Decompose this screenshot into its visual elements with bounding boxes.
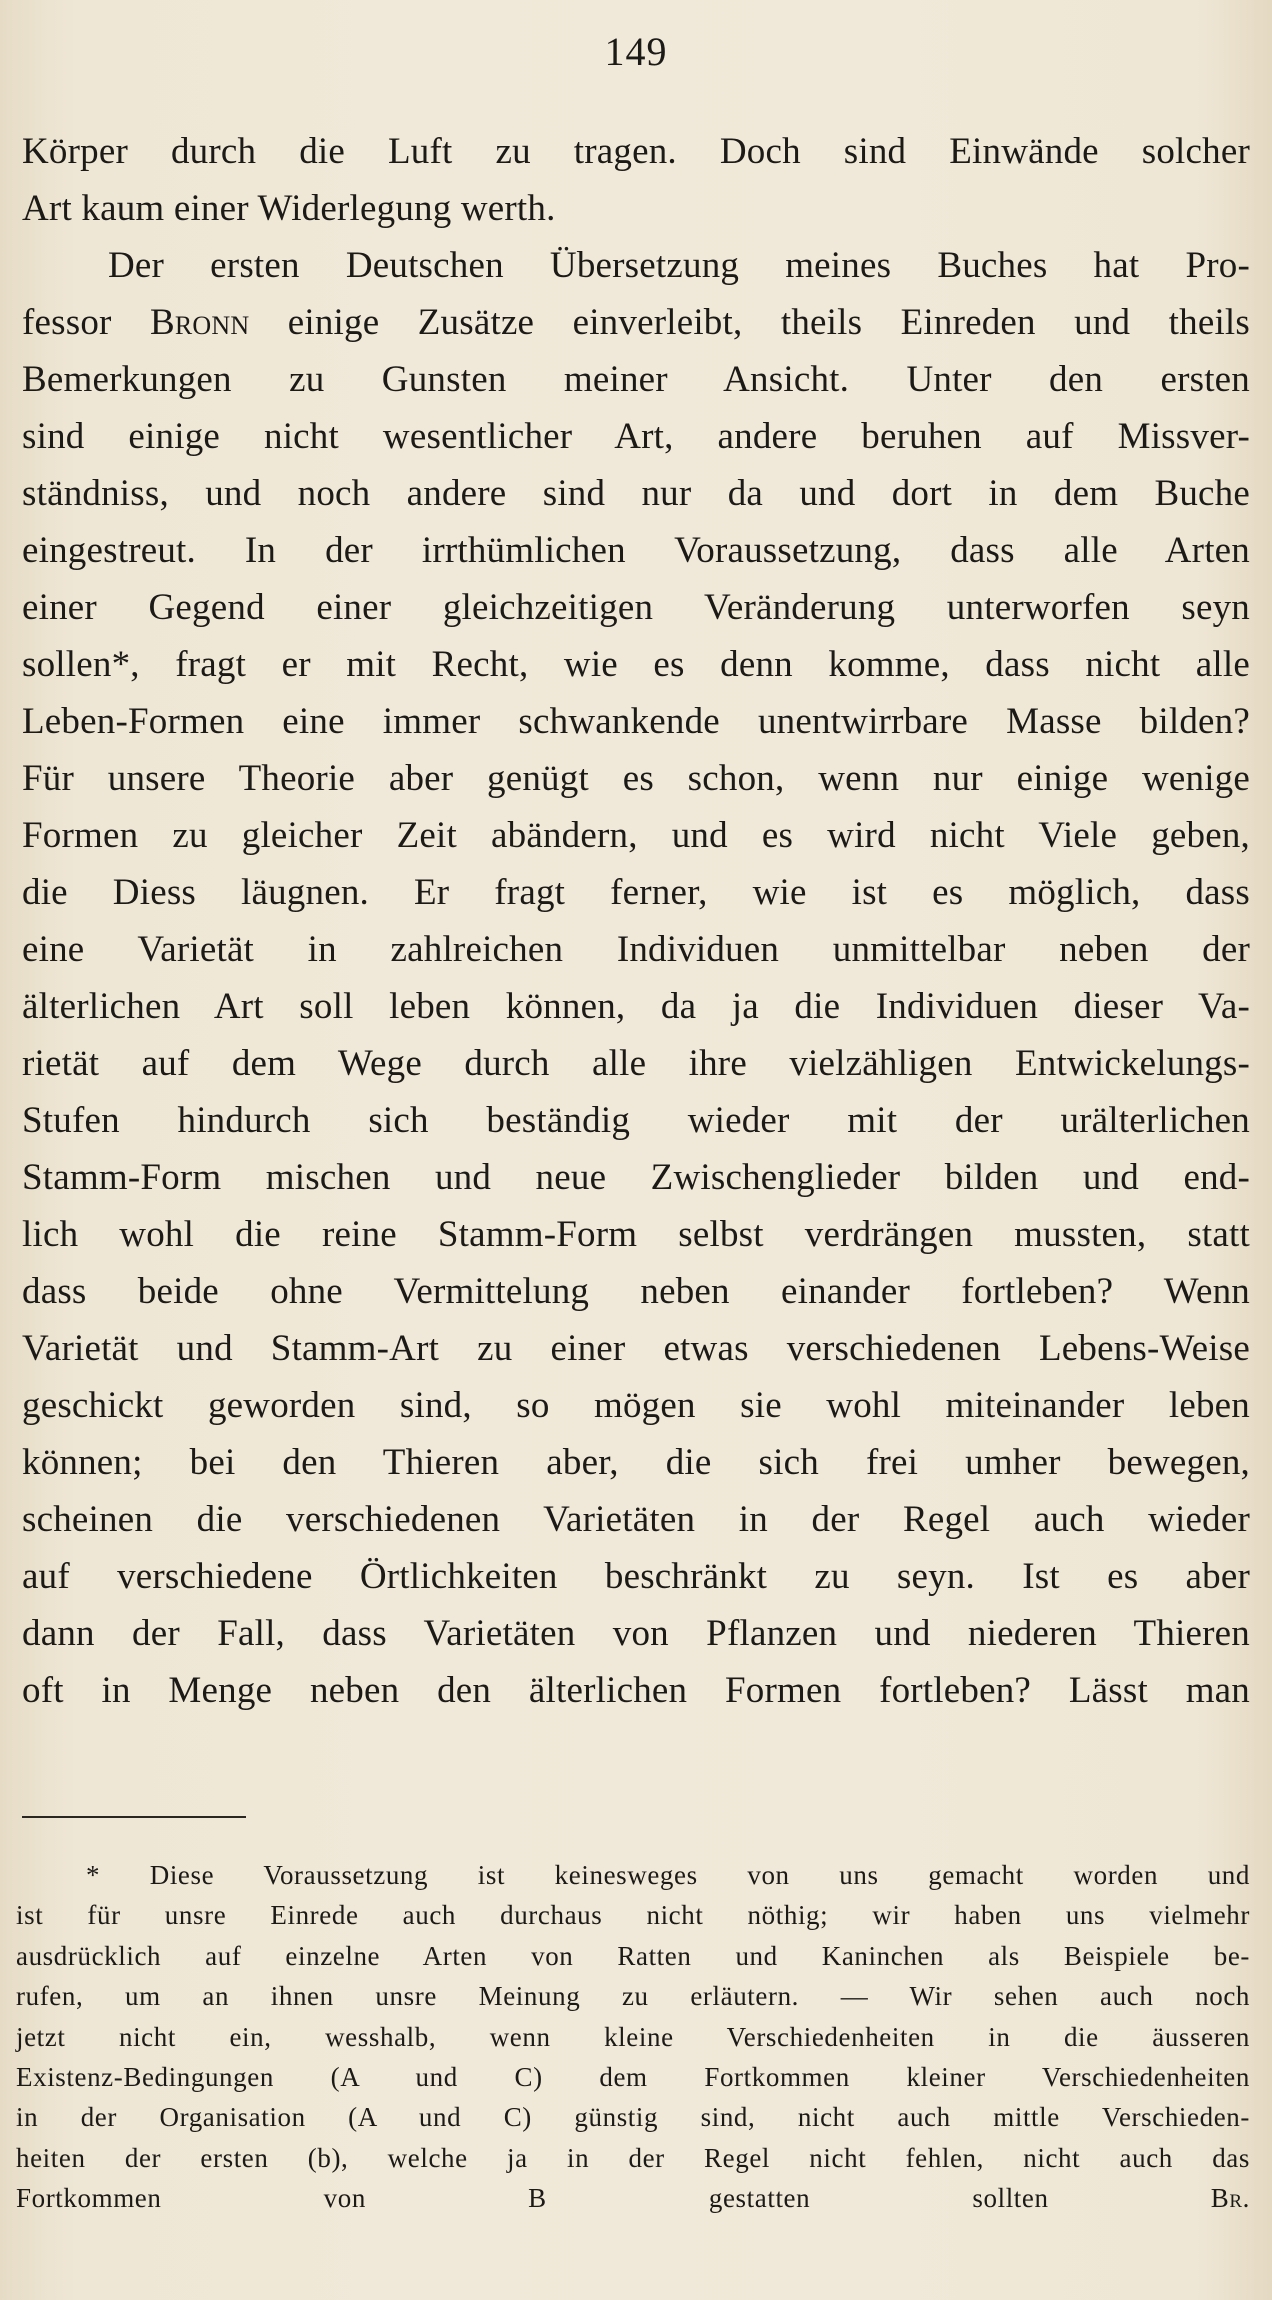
footnote-line: Existenz-Bedingungen (A und C) dem Fortkommen kleiner Verschiedenheiten [16, 2061, 1250, 2092]
page-number: 149 [604, 29, 668, 74]
footnote-line: heiten der ersten (b), welche ja in der Regel nicht fehlen, nicht auch das [16, 2142, 1250, 2173]
body-line [22, 294, 1250, 351]
body-line: ständniss, und noch andere sind nur da und dort in dem Buche [22, 473, 1250, 514]
footnote-line: jetzt nicht ein, wesshalb, wenn kleine Verschiedenheiten in die äusseren [16, 2021, 1250, 2052]
footnote-signature: Br. [1210, 2183, 1250, 2214]
body-line: Bemerkungen zu Gunsten meiner Ansicht. Unter den ersten [22, 359, 1250, 400]
body-line: auf verschiedene Örtlichkeiten beschränkt zu seyn. Ist es aber [22, 1556, 1250, 1597]
footnote-line: in der Organisation (A und C) günstig sind, nicht auch mittle Verschieden- [16, 2102, 1250, 2133]
body-line: Formen zu gleicher Zeit abändern, und es wird nicht Viele geben, [22, 815, 1250, 856]
body-text [22, 123, 1250, 1719]
body-line: Art kaum einer Widerlegung werth. [22, 188, 556, 229]
body-line-rest: einige Zusätze einverleibt, theils Einreden und theils [287, 302, 1251, 343]
footnote-line: * Diese Voraussetzung ist keinesweges von uns gemacht worden und [86, 1860, 1250, 1890]
body-line: Stufen hindurch sich beständig wieder mit der urälterlichen [22, 1100, 1250, 1141]
body-line: lich wohl die reine Stamm-Form selbst verdrängen mussten, statt [22, 1214, 1250, 1255]
footnote-line: rufen, um an ihnen unsre Meinung zu erläutern. — Wir sehen auch noch [16, 1981, 1250, 2012]
body-line: eine Varietät in zahlreichen Individuen unmittelbar neben der [22, 929, 1250, 970]
author-name-bronn: Bronn [149, 302, 250, 343]
body-line: älterlichen Art soll leben können, da ja die Individuen dieser Va- [22, 986, 1250, 1027]
body-line: oft in Menge neben den älterlichen Formen fortleben? Lässt man [22, 1670, 1250, 1711]
body-line: sollen*, fragt er mit Recht, wie es denn komme, dass nicht alle [22, 644, 1250, 685]
body-line: geschickt geworden sind, so mögen sie wohl miteinander leben [22, 1385, 1250, 1426]
body-line: rietät auf dem Wege durch alle ihre vielzähligen Entwickelungs- [22, 1043, 1250, 1084]
body-line: sind einige nicht wesentlicher Art, andere beruhen auf Missver- [22, 416, 1250, 457]
body-line: Stamm-Form mischen und neue Zwischenglieder bilden und end- [22, 1157, 1250, 1198]
footnote [16, 1855, 1250, 2219]
footnote-line: ausdrücklich auf einzelne Arten von Ratten und Kaninchen als Beispiele be- [16, 1940, 1250, 1971]
body-line: einer Gegend einer gleichzeitigen Veränderung unterworfen seyn [22, 587, 1250, 628]
body-line: Körper durch die Luft zu tragen. Doch sind Einwände solcher [22, 131, 1250, 172]
body-line: scheinen die verschiedenen Varietäten in der Regel auch wieder [22, 1499, 1250, 1540]
body-line: Varietät und Stamm-Art zu einer etwas verschiedenen Lebens-Weise [22, 1328, 1250, 1369]
footnote-divider [22, 1816, 246, 1818]
body-line: die Diess läugnen. Er fragt ferner, wie ist es möglich, dass [22, 872, 1250, 913]
footnote-last-line [16, 2178, 1250, 2218]
body-line-prefix: fessor [22, 302, 150, 343]
footnote-line: ist für unsre Einrede auch durchaus nicht nöthig; wir haben uns vielmehr [16, 1900, 1250, 1931]
body-line: dann der Fall, dass Varietäten von Pflanzen und niederen Thieren [22, 1613, 1250, 1654]
footnote-line-text: Fortkommen von B gestatten sollten [16, 2183, 1049, 2214]
body-line: Für unsere Theorie aber genügt es schon, wenn nur einige wenige [22, 758, 1250, 799]
body-line: dass beide ohne Vermittelung neben einander fortleben? Wenn [22, 1271, 1250, 1312]
body-line: Der ersten Deutschen Übersetzung meines Buches hat Pro- [108, 245, 1250, 286]
body-line: können; bei den Thieren aber, die sich frei umher bewegen, [22, 1442, 1250, 1483]
body-line: Leben-Formen eine immer schwankende unentwirrbare Masse bilden? [22, 701, 1250, 742]
body-line: eingestreut. In der irrthümlichen Voraussetzung, dass alle Arten [22, 530, 1250, 571]
